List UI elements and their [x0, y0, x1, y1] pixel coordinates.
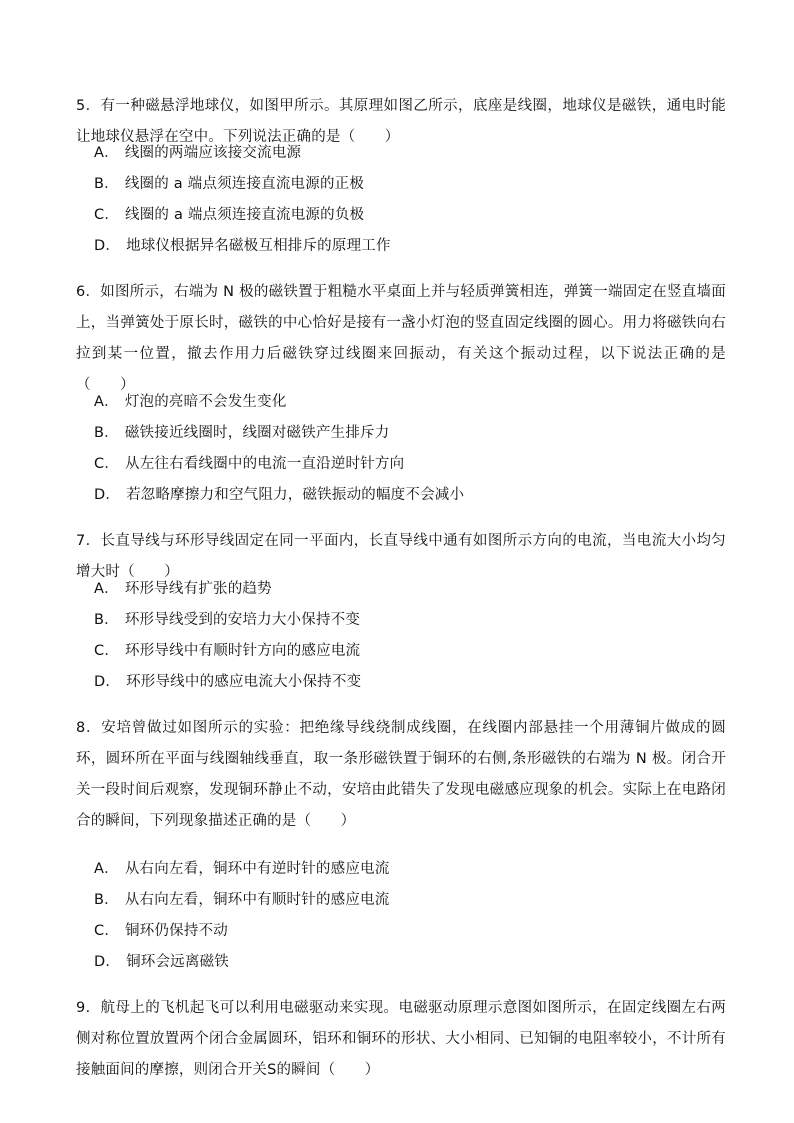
question-8-stem: 8．安培曾做过如图所示的实验：把绝缘导线绕制成线圈，在线圈内部悬挂一个用薄铜片做成的圆环，圆环所在平面与线圈轴线垂直，取一条形磁铁置于铜环的右侧,条形磁铁的右端为 N 极。闭合开关一段时间后观察，发现铜环静止不动，安培由此错失了发现电磁感应现象的机会。实际上在电路闭合的瞬间，下列现象描述正确的是（ ）	[76, 719, 726, 829]
option-text: 环形导线有扩张的趋势	[124, 581, 272, 597]
option-text: 铜环仍保持不动	[125, 923, 228, 939]
option-key: B．	[94, 176, 119, 192]
option-key: C．	[94, 923, 120, 939]
option-text: 线圈的 a 端点须连接直流电源的正极	[124, 176, 365, 192]
question-5-option-c[interactable]	[94, 200, 714, 231]
question-9-stem: 9．航母上的飞机起飞可以利用电磁驱动来实现。电磁驱动原理示意图如图所示，在固定线圈左右两侧对称位置放置两个闭合金属圆环，铝环和铜环的形状、大小相同、已知铜的电阻率较小，不计所有接触面间的摩擦，则闭合开关S的瞬间（ ）	[76, 999, 726, 1078]
option-text: 灯泡的亮暗不会发生变化	[124, 394, 287, 410]
question-8-option-c[interactable]	[94, 916, 714, 947]
option-key: D．	[94, 674, 121, 690]
option-text: 若忽略摩擦力和空气阻力，磁铁振动的幅度不会减小	[126, 487, 465, 503]
question-8-option-a[interactable]	[94, 854, 714, 885]
question-6-option-b[interactable]	[94, 418, 714, 449]
question-7-option-a[interactable]	[94, 574, 714, 605]
question-5-option-d[interactable]	[94, 231, 714, 262]
option-text: 环形导线受到的安培力大小保持不变	[124, 612, 361, 628]
question-6-stem: 6．如图所示，右端为 N 极的磁铁置于粗糙水平桌面上并与轻质弹簧相连，弹簧一端固定在竖直墙面上，当弹簧处于原长时，磁铁的中心恰好是接有一盏小灯泡的竖直固定线圈的圆心。用力将磁铁向右拉到某一位置，撤去作用力后磁铁穿过线圈来回振动，有关这个振动过程，以下说法正确的是（ ）	[76, 283, 726, 393]
option-text: 地球仪根据异名磁极互相排斥的原理工作	[126, 238, 391, 254]
option-text: 环形导线中的感应电流大小保持不变	[126, 674, 362, 690]
option-key: C．	[94, 207, 120, 223]
option-text: 铜环会远离磁铁	[126, 954, 229, 970]
option-text: 线圈的 a 端点须连接直流电源的负极	[125, 207, 365, 223]
option-key: D．	[94, 954, 121, 970]
option-key: A．	[94, 394, 119, 410]
option-key: B．	[94, 892, 119, 908]
question-6-option-a[interactable]	[94, 387, 714, 418]
option-key: D．	[94, 487, 121, 503]
question-5-option-a[interactable]	[94, 138, 714, 169]
option-key: B．	[94, 612, 119, 628]
option-text: 磁铁接近线圈时，线圈对磁铁产生排斥力	[124, 425, 390, 441]
question-6-option-c[interactable]	[94, 449, 714, 480]
option-key: D．	[94, 238, 121, 254]
question-7-option-c[interactable]	[94, 636, 714, 667]
option-key: C．	[94, 456, 120, 472]
option-text: 从右向左看，铜环中有逆时针的感应电流	[124, 861, 390, 877]
question-5-option-b[interactable]	[94, 169, 714, 200]
option-key: A．	[94, 861, 119, 877]
question-6-option-d[interactable]	[94, 480, 714, 511]
option-key: A．	[94, 581, 119, 597]
question-5-stem: 5．有一种磁悬浮地球仪，如图甲所示。其原理如图乙所示，底座是线圈，地球仪是磁铁，通电时能让地球仪悬浮在空中。下列说法正确的是（ ）	[76, 97, 726, 145]
question-7-option-d[interactable]	[94, 667, 714, 698]
option-text: 从右向左看，铜环中有顺时针的感应电流	[124, 892, 390, 908]
question-8-option-b[interactable]	[94, 885, 714, 916]
option-key: A．	[94, 145, 119, 161]
question-7-stem: 7．长直导线与环形导线固定在同一平面内，长直导线中通有如图所示方向的电流，当电流大小均匀增大时（ ）	[76, 532, 726, 580]
question-8-option-d[interactable]	[94, 947, 714, 978]
option-text: 线圈的两端应该接交流电源	[124, 145, 302, 161]
question-7-option-b[interactable]	[94, 605, 714, 636]
option-key: C．	[94, 643, 120, 659]
option-text: 环形导线中有顺时针方向的感应电流	[125, 643, 361, 659]
option-key: B．	[94, 425, 119, 441]
option-text: 从左往右看线圈中的电流一直沿逆时针方向	[125, 456, 405, 472]
